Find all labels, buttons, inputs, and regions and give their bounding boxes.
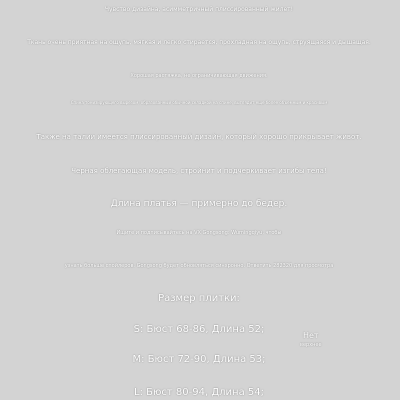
text-line-spoilers: узнать больше спойлеров. Gongsong будет обновляться синхронно. Ответить 282320 для просмотра [64, 263, 334, 269]
side-note-subtitle: верхнее [300, 342, 322, 348]
text-line-fit: Черная облегающая модель, стройнит и подчеркивает изгибы тела! [71, 167, 327, 175]
size-m: M: Бюст 72-90, Длина 53; [132, 354, 266, 365]
text-line-waist: Также на талии имеется плиссированный дизайн, который хорошо прикрывает живот. [36, 133, 362, 141]
side-note-title: Нет [302, 331, 319, 340]
size-heading: Размер плитки: [158, 293, 240, 304]
text-line-length: Длина платья — примерно до бедер. [110, 199, 288, 209]
size-l: L: Бюст 80-94, Длина 54; [134, 387, 264, 398]
text-line-stretch: Хорошая растяжка, не ограничивающая движения. [130, 73, 268, 79]
text-line-back: Спина тонизирующего вырезом, образованный обычной складкой на спине, выглядит еще более объемным и красивым [70, 100, 328, 105]
side-note [300, 332, 322, 348]
size-s: S: Бюст 68-86, Длина 52; [133, 324, 265, 335]
text-line-subscribe: Ищите и подписывайтесь на VX Gongsong: Wumingqiyu, чтобы [116, 230, 282, 236]
text-line-fabric: Ткань очень приятная на ощупь, мягкая и легко стирается, прохладная на ощупь, струящаяся и дышащая. [27, 39, 371, 46]
text-line-design: Чувство дизайна, асимметричный плиссированный жилет! [104, 6, 294, 13]
